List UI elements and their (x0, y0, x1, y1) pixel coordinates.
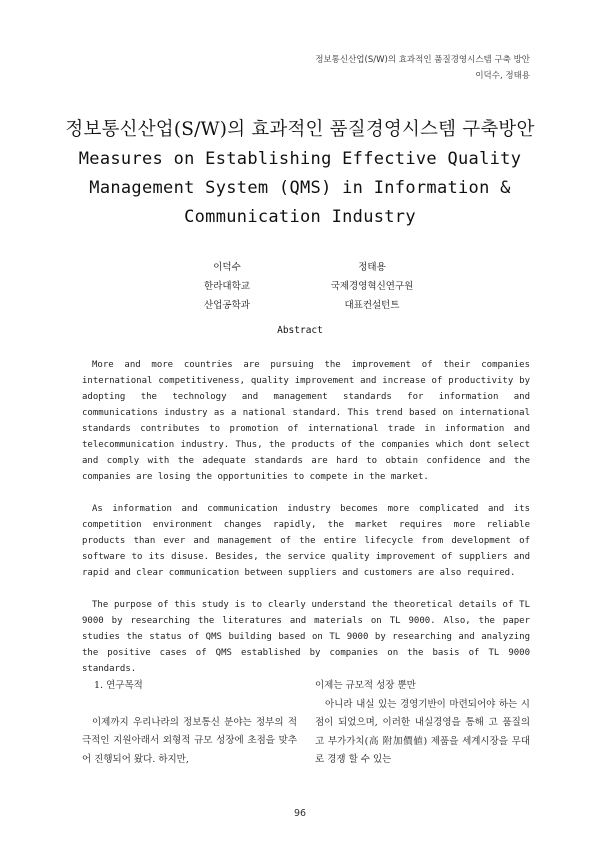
paper-title-english-line-3: Communication Industry (184, 207, 416, 227)
running-head (315, 52, 530, 84)
abstract-paragraph-3: The purpose of this study is to clearly understand the theoretical details of TL 9000 by researching the literatures and materials on TL 9000. Also, the paper studies the status of QMS building based on TL 9000 by researching and analyzing the positive cases of QMS established by companies on the basis of TL 9000 standards. (82, 600, 530, 674)
author-block-1 (157, 258, 297, 315)
body-column-left (82, 677, 297, 769)
abstract-heading: Abstract (277, 325, 323, 336)
author-affiliation: 한라대학교 (204, 281, 250, 292)
author-affiliation: 국제경영혁신연구원 (330, 281, 414, 292)
paper-title-korean: 정보통신산업(S/W)의 효과적인 품질경영시스템 구축방안 (65, 119, 535, 140)
paper-title-english-line-1: Measures on Establishing Effective Quality (78, 149, 522, 169)
paper-title-english-line-2: Management System (QMS) in Information & (89, 178, 511, 198)
page-number: 96 (293, 808, 307, 819)
abstract-paragraph-1: More and more countries are pursuing the improvement of their companies international competitiveness, quality improvement and increase of productivity by adopting the technology and management standards for information and communications industry as a national standard. This trend based on international standards contributes to promotion of international trade in information and telecommunication industry. Thus, the products of the companies which dont select and comply with the adequate standards are hard to obtain confidence and the companies are losing the opportunities to compete in the market. (82, 360, 530, 482)
author-name: 이덕수 (213, 262, 241, 273)
body-paragraph-continued: 이제는 규모적 성장 뿐만 (315, 680, 416, 691)
abstract-paragraph-2: As information and communication industry becomes more complicated and its competition environment changes rapidly, the market requires more reliable products than ever and management of the entire lifecycle from development of software to its disuse. Besides, the service quality improvement of suppliers and rapid and clear communication between suppliers and customers are also required. (82, 504, 530, 578)
author-department: 산업공학과 (204, 300, 250, 311)
section-heading: 1. 연구목적 (94, 680, 143, 691)
author-department: 대표컨설턴트 (344, 300, 400, 311)
author-name: 정태용 (358, 262, 386, 273)
paper-title-english (40, 145, 560, 232)
author-block-2 (302, 258, 442, 315)
body-paragraph: 이제까지 우리나라의 정보통신 분야는 정부의 적극적인 지원아래서 외형적 규모 성장에 초점을 맞추어 진행되어 왔다. 하지만, (82, 716, 297, 765)
body-column-right (315, 677, 530, 770)
running-head-authors: 이덕수, 정태용 (475, 71, 530, 81)
running-head-title: 정보통신산업(S/W)의 효과적인 품질경영시스템 구축 방안 (315, 55, 530, 65)
abstract-body (82, 357, 530, 693)
body-paragraph: 아니라 내실 있는 경영기반이 마련되어야 하는 시점이 되었으며, 이러한 내실경영을 통해 고 품질의 고 부가가치(高 附加價値) 제품을 세계시장을 무대로 경쟁 할 수 있는 (315, 698, 530, 765)
